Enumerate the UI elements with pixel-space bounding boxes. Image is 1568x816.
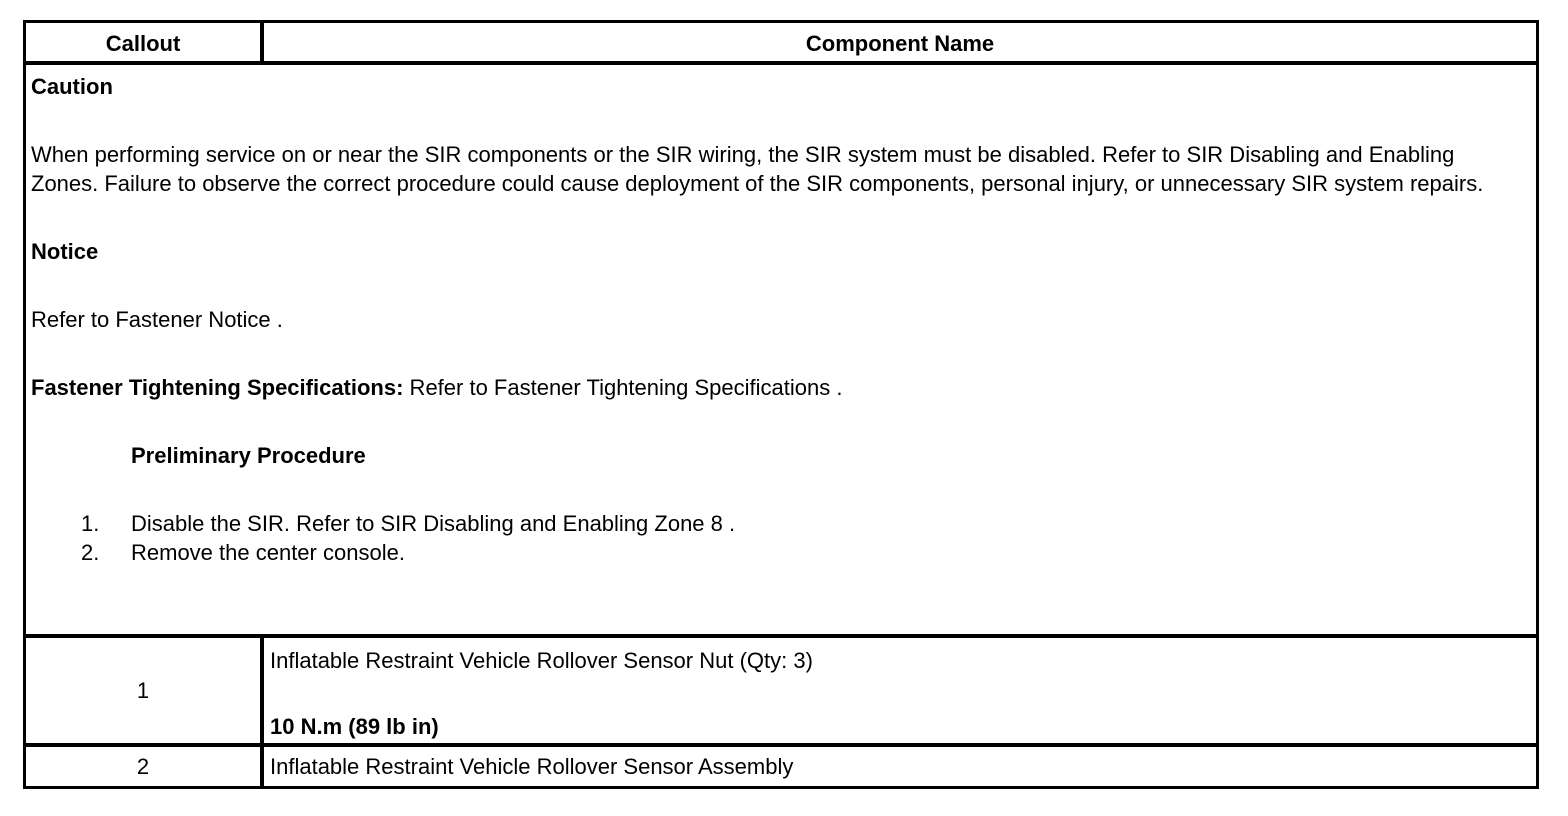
step-number: 1. — [81, 511, 100, 536]
component-cell — [264, 638, 1536, 743]
table-row — [26, 638, 1536, 747]
component-table — [23, 20, 1539, 789]
step-text: Remove the center console. — [131, 540, 405, 565]
fastener-spec-label: Fastener Tightening Specifications: — [31, 375, 404, 400]
table-header-row — [26, 23, 1536, 65]
header-callout: Callout — [26, 23, 264, 61]
list-item — [31, 509, 1536, 538]
caution-title: Caution — [31, 74, 113, 99]
procedure-notes — [26, 65, 1536, 638]
table-row — [26, 747, 1536, 787]
torque-spec: 10 N.m (89 lb in) — [270, 714, 439, 739]
fastener-spec-line — [31, 373, 1536, 402]
notice-text: Refer to Fastener Notice . — [31, 307, 283, 332]
step-text: Disable the SIR. Refer to SIR Disabling and Enabling Zone 8 . — [131, 511, 736, 536]
header-component-name: Component Name — [805, 31, 995, 56]
step-number: 2. — [81, 540, 100, 565]
callout-cell: 1 — [26, 638, 264, 743]
component-name: Inflatable Restraint Vehicle Rollover Sensor Nut (Qty: 3) — [270, 648, 813, 673]
caution-text: When performing service on or near the SIR components or the SIR wiring, the SIR system must be disabled. Refer to SIR Disabling and Enabling Zones. Failure to observe the correct procedure could cause deployment of the SIR components, personal injury, or unnecessary SIR system repairs. — [31, 142, 1484, 196]
notice-title: Notice — [31, 239, 99, 264]
component-name: Inflatable Restraint Vehicle Rollover Sensor Assembly — [270, 754, 794, 779]
callout-cell: 2 — [26, 747, 264, 787]
fastener-spec-text: Refer to Fastener Tightening Specifications . — [403, 375, 843, 400]
preliminary-steps — [31, 509, 1536, 567]
list-item — [31, 538, 1536, 567]
preliminary-procedure-title: Preliminary Procedure — [131, 443, 366, 468]
